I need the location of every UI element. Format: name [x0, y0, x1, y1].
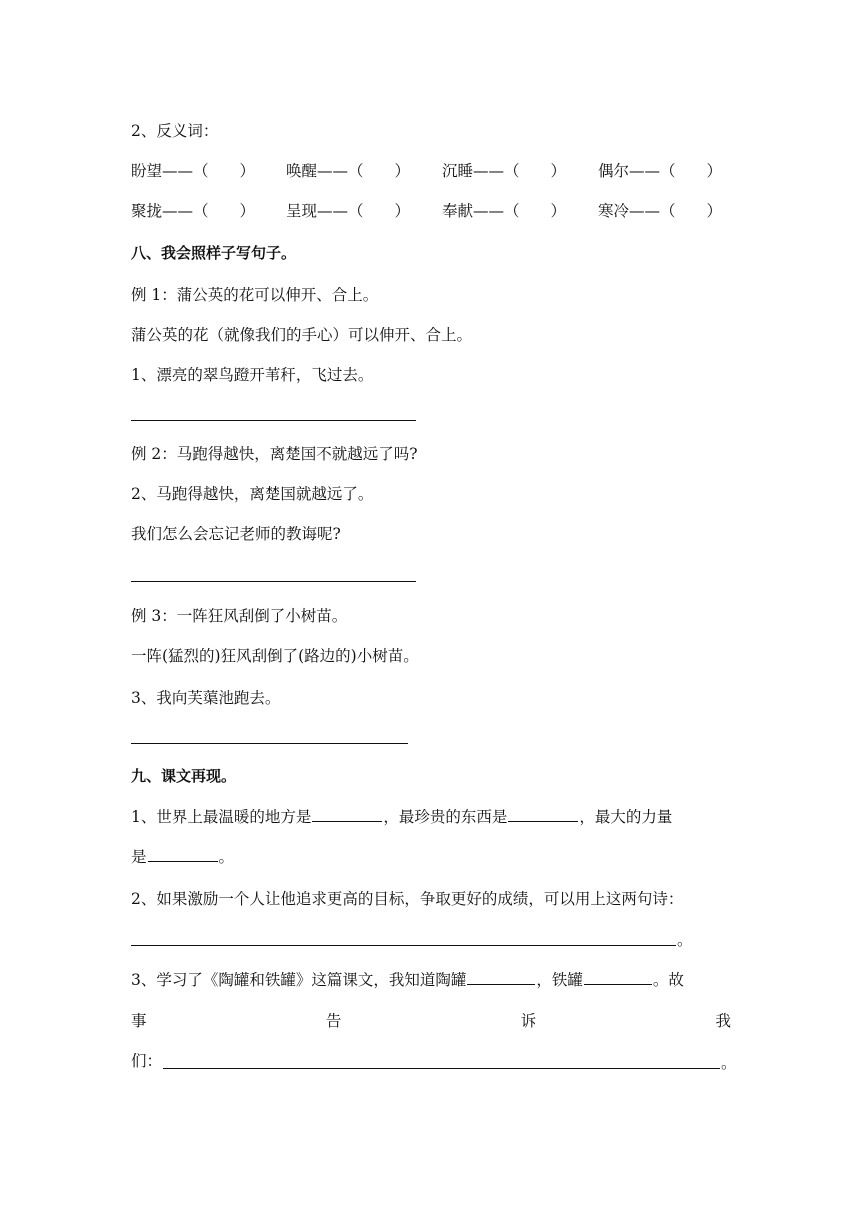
example-1: 例 1：蒲公英的花可以伸开、合上。: [131, 286, 379, 304]
question-2: 2、马跑得越快，离楚国就越远了。: [131, 485, 374, 503]
answer-line-5[interactable]: [163, 1068, 720, 1069]
recall-question-1: [131, 806, 672, 828]
recall-question-3: [131, 969, 684, 991]
recall-question-3-cont: 们：: [131, 1052, 163, 1070]
recall-question-1-cont: [131, 846, 234, 868]
antonym-item: 聚拢——（ ）: [131, 202, 256, 220]
justified-line: [131, 1010, 731, 1032]
antonym-item: 唤醒——（ ）: [286, 162, 411, 180]
antonym-item: 呈现——（ ）: [286, 202, 411, 220]
recall-q1-text: 。: [218, 848, 235, 866]
recall-q1-text: ，最珍贵的东西是: [383, 808, 508, 826]
justified-char: 事: [131, 1012, 147, 1030]
answer-line-1[interactable]: [131, 420, 416, 421]
fill-blank[interactable]: [584, 970, 652, 985]
antonym-item: 沉睡——（ ）: [442, 162, 567, 180]
answer-line-4[interactable]: [131, 945, 676, 946]
recall-q3-text: 3、学习了《陶罐和铁罐》这篇课文，我知道陶罐: [131, 971, 467, 989]
recall-q1-text: 1、世界上最温暖的地方是: [131, 808, 312, 826]
period: 。: [677, 931, 693, 949]
antonyms-heading: 2、反义词：: [131, 122, 219, 140]
recall-question-2: 2、如果激励一个人让他追求更高的目标，争取更好的成绩，可以用上这两句诗：: [131, 890, 684, 908]
example-1-answer: 蒲公英的花（就像我们的手心）可以伸开、合上。: [131, 326, 473, 344]
fill-blank[interactable]: [148, 847, 218, 862]
section-8-title: 八、我会照样子写句子。: [131, 244, 297, 262]
justified-char: 告: [325, 1012, 342, 1030]
answer-line-2[interactable]: [131, 581, 416, 582]
justified-char: 诉: [520, 1012, 537, 1030]
question-1: 1、漂亮的翠鸟蹬开苇秆，飞过去。: [131, 366, 374, 384]
example-3: 例 3：一阵狂风刮倒了小树苗。: [131, 607, 348, 625]
antonym-item: 寒冷——（ ）: [598, 202, 723, 220]
answer-line-3[interactable]: [131, 743, 408, 744]
justified-char: 我: [715, 1012, 731, 1030]
question-3: 3、我向芙蕖池跑去。: [131, 689, 281, 707]
section-9-title: 九、课文再现。: [131, 767, 237, 785]
example-2-answer: 我们怎么会忘记老师的教诲呢?: [131, 525, 341, 543]
recall-q3-text: ，铁罐: [536, 971, 583, 989]
recall-q1-text: 是: [131, 848, 147, 866]
antonym-item: 偶尔——（ ）: [598, 162, 723, 180]
fill-blank[interactable]: [508, 807, 578, 822]
recall-q3-text: 。故: [652, 971, 684, 989]
period: 。: [721, 1054, 737, 1072]
example-3-answer: 一阵(猛烈的)狂风刮倒了(路边的)小树苗。: [131, 647, 419, 665]
fill-blank[interactable]: [312, 807, 382, 822]
example-2: 例 2：马跑得越快，离楚国不就越远了吗?: [131, 445, 418, 463]
recall-q1-text: ，最大的力量: [579, 808, 673, 826]
antonym-item: 奉献——（ ）: [442, 202, 567, 220]
fill-blank[interactable]: [467, 970, 535, 985]
antonym-item: 盼望——（ ）: [131, 162, 256, 180]
